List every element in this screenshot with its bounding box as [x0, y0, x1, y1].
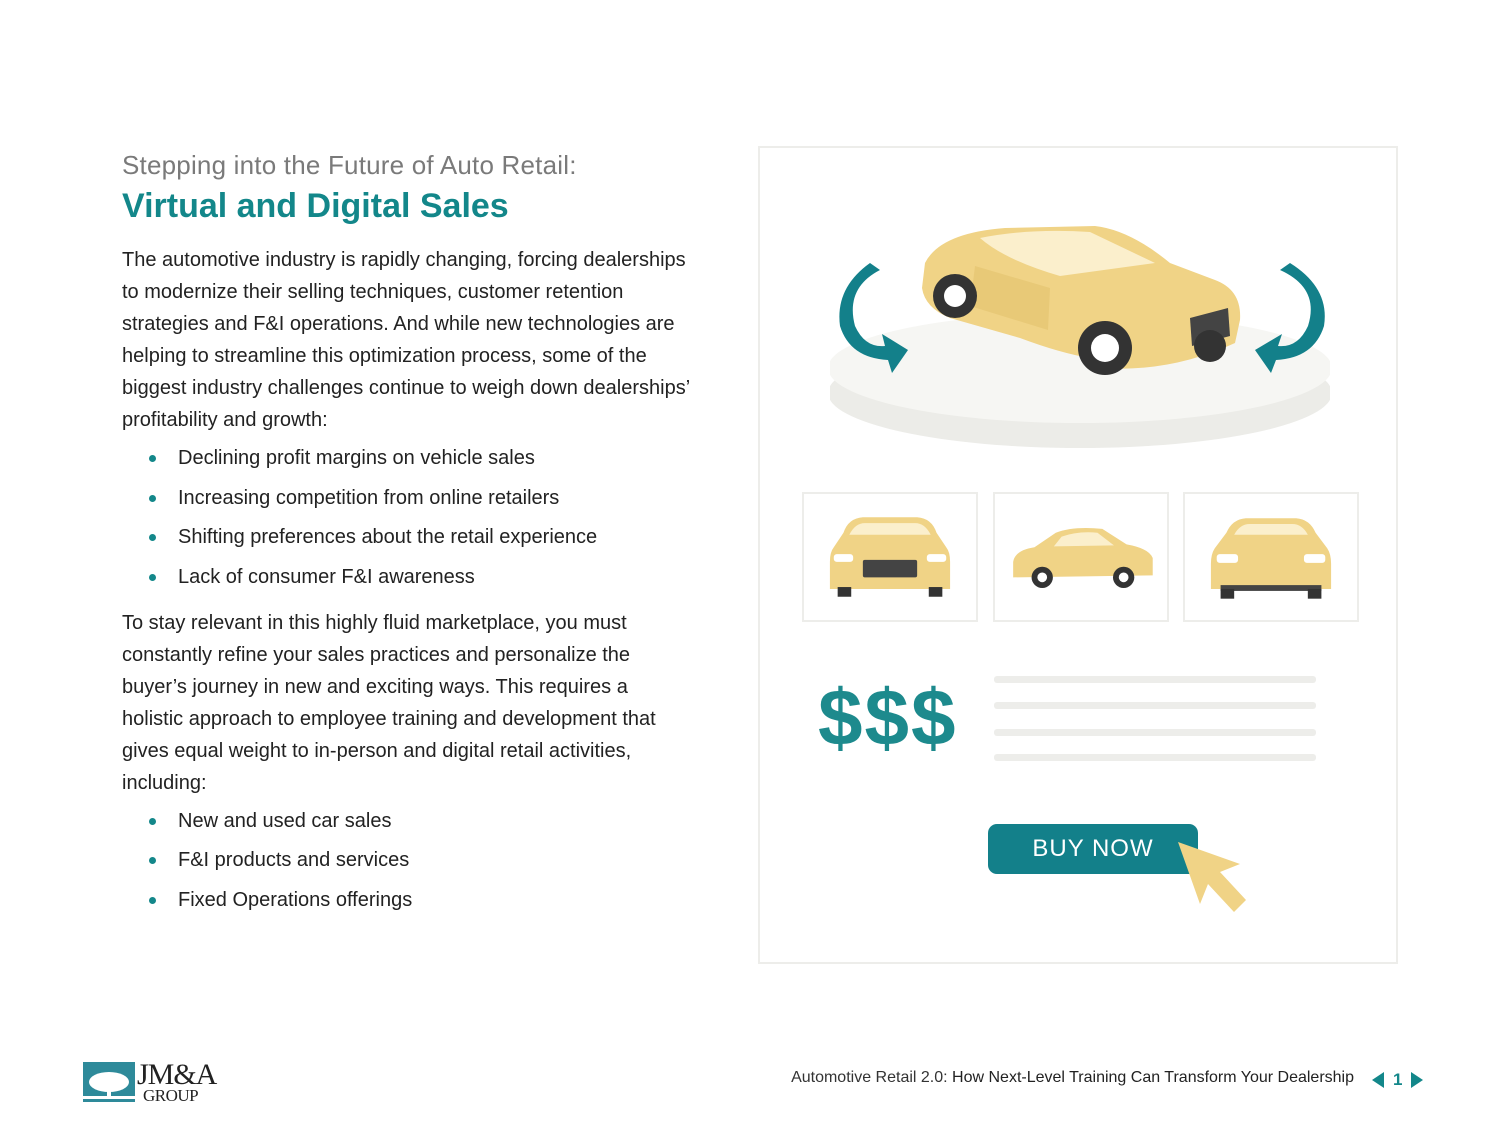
intro-paragraph: The automotive industry is rapidly changing, forcing dealerships to modernize their selling techniques, customer retention strategies and F&I operations. And while new technologies are helping to streamline this optimization process, some of the biggest industry challenges continue to weigh down dealerships’ profitability and growth:	[122, 249, 690, 431]
text-placeholder-line	[994, 729, 1316, 736]
list-item: Shifting preferences about the retail experience	[122, 525, 692, 549]
next-page-icon[interactable]	[1411, 1072, 1423, 1088]
page-number: 1	[1393, 1070, 1403, 1089]
footer-title: How Next-Level Training Can Transform Your Dealership	[952, 1069, 1354, 1086]
list-item: New and used car sales	[122, 809, 692, 833]
challenges-list	[122, 446, 692, 589]
list-item: Fixed Operations offerings	[122, 888, 692, 912]
rotating-car-icon	[830, 208, 1330, 468]
online-car-listing-illustration	[758, 146, 1398, 964]
car-rear-view-thumbnail	[1183, 492, 1359, 622]
page-title: Virtual and Digital Sales	[122, 187, 509, 225]
car-side-icon	[995, 494, 1167, 620]
text-placeholder-line	[994, 754, 1316, 761]
oak-tree-logo-icon	[83, 1062, 135, 1102]
list-item: Increasing competition from online retailers	[122, 486, 692, 510]
car-front-view-thumbnail	[802, 492, 978, 622]
footer-document-title	[791, 1069, 1354, 1087]
list-item: F&I products and services	[122, 848, 692, 872]
list-item: Lack of consumer F&I awareness	[122, 565, 692, 589]
mouse-pointer-icon	[1174, 838, 1254, 918]
company-logo	[83, 1060, 223, 1106]
logo-text-primary: JM&A	[137, 1058, 217, 1091]
logo-text-secondary: GROUP	[143, 1086, 199, 1105]
text-placeholder-line	[994, 702, 1316, 709]
car-side-view-thumbnail	[993, 492, 1169, 622]
buy-now-button[interactable]: BUY NOW	[988, 824, 1198, 874]
previous-page-icon[interactable]	[1372, 1072, 1384, 1088]
car-rear-icon	[1185, 494, 1357, 620]
kicker: Stepping into the Future of Auto Retail:	[122, 150, 577, 180]
page-navigator	[1372, 1068, 1423, 1092]
body-paragraph: To stay relevant in this highly fluid marketplace, you must constantly refine your sales practices and personalize the buyer’s journey in new and exciting ways. This requires a holistic approach to employee training and development that gives equal weight to in-person and digital retail activities, including:	[122, 611, 656, 794]
price-symbol: $$$	[818, 673, 958, 762]
article	[122, 150, 692, 930]
car-front-icon	[804, 494, 976, 620]
text-placeholder-line	[994, 676, 1316, 683]
footer-prefix: Automotive Retail 2.0:	[791, 1069, 953, 1086]
list-item: Declining profit margins on vehicle sales	[122, 446, 692, 470]
activities-list	[122, 809, 692, 912]
